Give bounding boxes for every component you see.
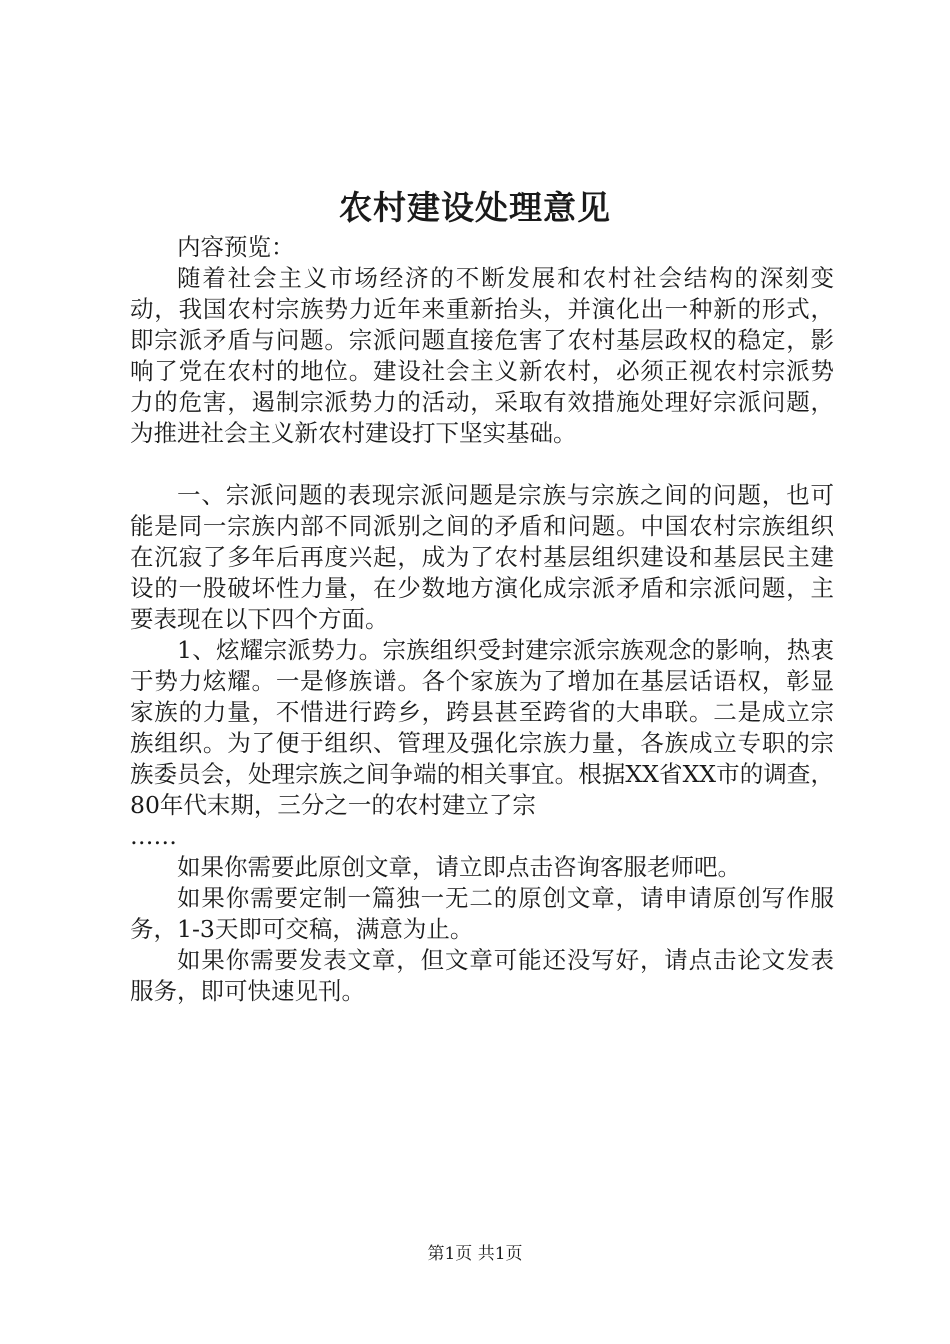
cta-custom-paragraph: 如果你需要定制一篇独一无二的原创文章，请申请原创写作服务，1-3天即可交稿，满意为止。 bbox=[130, 884, 834, 943]
ellipsis: …… bbox=[130, 822, 177, 850]
cta-publish-paragraph: 如果你需要发表文章，但文章可能还没写好，请点击论文发表服务，即可快速见刊。 bbox=[130, 946, 834, 1005]
cta-consult-paragraph: 如果你需要此原创文章，请立即点击咨询客服老师吧。 bbox=[177, 853, 741, 881]
document-body bbox=[130, 232, 834, 1007]
preview-label: 内容预览： bbox=[177, 233, 295, 261]
section-one-paragraph: 一、宗派问题的表现宗派问题是宗族与宗族之间的问题，也可能是同一宗族内部不同派别之间的矛盾和问题。中国农村宗族组织在沉寂了多年后再度兴起，成为了农村基层组织建设和基层民主建设的一股破坏性力量，在少数地方演化成宗派矛盾和宗派问题，主要表现在以下四个方面。 bbox=[130, 481, 834, 633]
document-title: 农村建设处理意见 bbox=[339, 188, 611, 227]
intro-paragraph: 随着社会主义市场经济的不断发展和农村社会结构的深刻变动，我国农村宗族势力近年来重新抬头，并演化出一种新的形式，即宗派矛盾与问题。宗派问题直接危害了农村基层政权的稳定，影响了党在农村的地位。建设社会主义新农村，必须正视农村宗派势力的危害，遏制宗派势力的活动，采取有效措施处理好宗派问题，为推进社会主义新农村建设打下坚实基础。 bbox=[130, 264, 834, 447]
paragraph-spacer bbox=[130, 449, 834, 480]
page-footer: 第1页 共1页 bbox=[427, 1244, 523, 1264]
point-one-paragraph: 1、炫耀宗派势力。宗族组织受封建宗派宗族观念的影响，热衷于势力炫耀。一是修族谱。各个家族为了增加在基层话语权，彰显家族的力量，不惜进行跨乡，跨县甚至跨省的大串联。二是成立宗族组织。为了便于组织、管理及强化宗族力量，各族成立专职的宗族委员会，处理宗族之间争端的相关事宜。根据XX省XX市的调查，80年代末期，三分之一的农村建立了宗 bbox=[130, 636, 834, 819]
